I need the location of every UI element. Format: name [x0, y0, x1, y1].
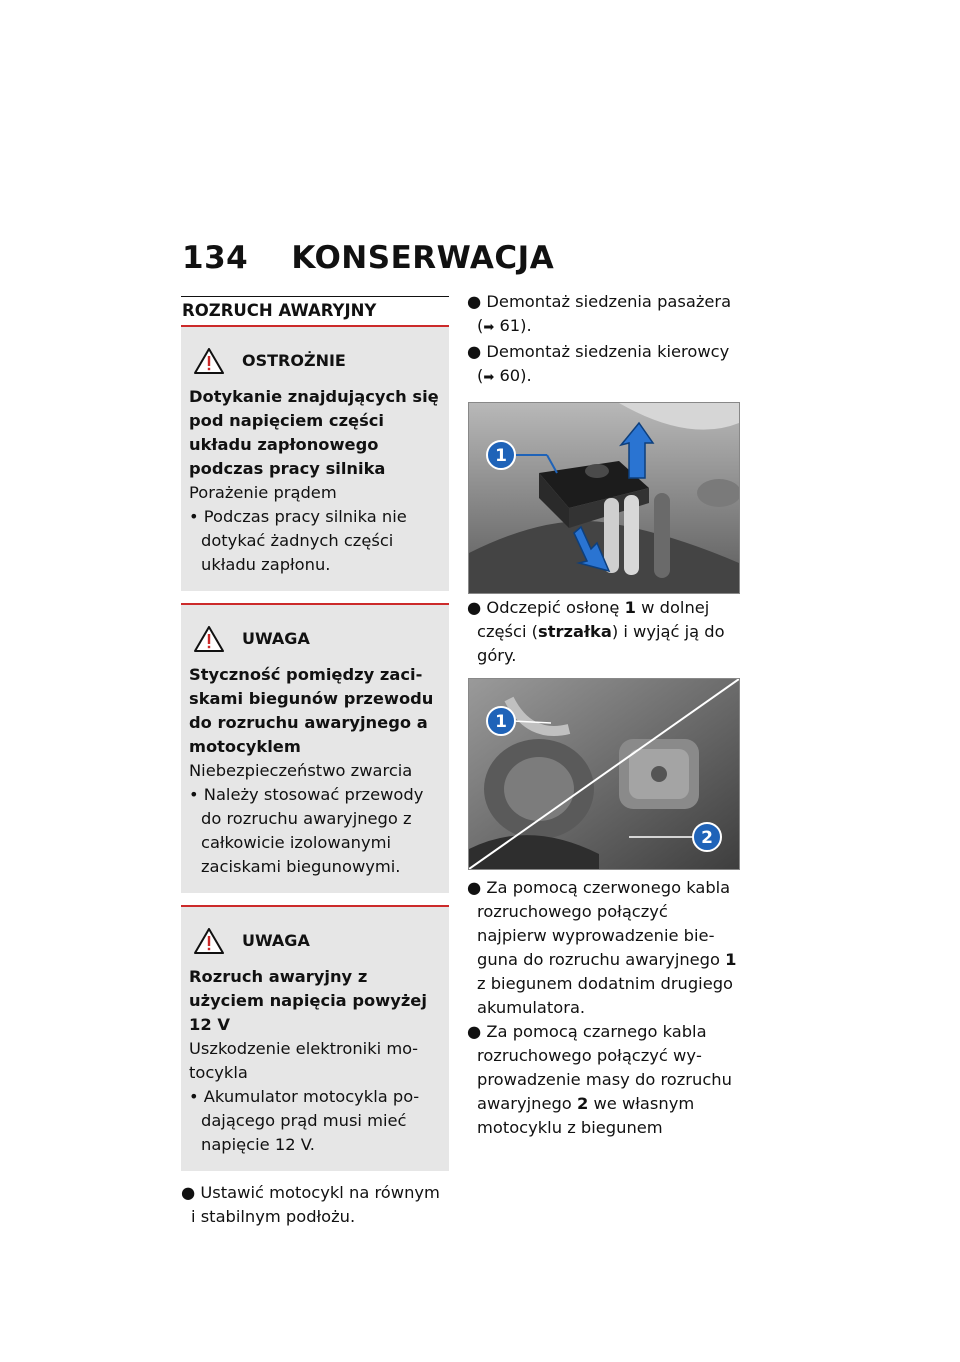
figure-jump-points: [468, 678, 740, 870]
warning-heading: Rozruch awaryjny z użyciem napięcia powyżej 12 V: [189, 967, 427, 1034]
instruction-bullet: ● Ustawić motocykl na równym i stabilnym podłożu.: [181, 1183, 440, 1226]
warning-triangle-icon: [194, 348, 224, 374]
warning-consequence: Porażenie prądem: [189, 483, 337, 502]
notice-box: [181, 603, 449, 893]
callout-2: 2: [701, 828, 713, 848]
warning-label: OSTROŻNIE: [242, 351, 346, 370]
page-ref: 60: [499, 366, 521, 385]
caution-box: [181, 325, 449, 591]
xref-arrow-icon: ➡: [483, 370, 495, 385]
figure-cover-removal: [468, 402, 740, 594]
instruction-bullet: ● Za pomocą czarnego kabla rozruchowego połączyć wyprowadzenie masy do rozruchu awaryjnego 2 we własnym motocyklu z biegunem: [467, 1022, 732, 1137]
instruction-bullet: ● Odczepić osłonę 1 w dolnej części (strzałka) i wyjąć ją do góry.: [467, 598, 725, 665]
page-number: 134: [182, 240, 249, 276]
warning-action: • Podczas pracy silnika nie dotykać żadnych części układu zapłonu.: [189, 507, 407, 574]
warning-heading: Dotykanie znajdujących się pod napięciem części układu zapłonowego podczas pracy silnika: [189, 387, 439, 478]
warning-consequence: Niebezpieczeństwo zwarcia: [189, 761, 413, 780]
warning-label: UWAGA: [242, 629, 310, 648]
callout-1: 1: [495, 712, 507, 732]
right-column: [467, 290, 739, 1140]
page-ref: 61: [499, 316, 521, 335]
warning-triangle-icon: [194, 626, 224, 652]
photo-ignition-cover: [469, 403, 739, 593]
photo-engine-jump-points: [469, 679, 739, 869]
warning-consequence: Uszkodzenie elektroniki motocykla: [189, 1039, 419, 1082]
xref-arrow-icon: ➡: [483, 320, 495, 335]
callout-1: 1: [495, 446, 507, 466]
section-title: ROZRUCH AWARYJNY: [181, 296, 449, 325]
warning-label: UWAGA: [242, 931, 310, 950]
left-column: [181, 296, 449, 1229]
warning-action: • Akumulator motocykla podającego prąd musi mieć napięcie 12 V.: [189, 1087, 420, 1154]
instruction-bullet: ● Demontaż siedzenia pasażera (➡ 61).: [467, 292, 732, 335]
warning-triangle-icon: [194, 928, 224, 954]
notice-box: [181, 905, 449, 1171]
warning-action: • Należy stosować przewody do rozruchu awaryjnego z całkowicie izolowanymi zaciskami biegunowymi.: [189, 785, 424, 876]
warning-heading: Styczność pomiędzy zaciskami biegunów przewodu do rozruchu awaryjnego a motocyklem: [189, 665, 434, 756]
instruction-bullet: ● Za pomocą czerwonego kabla rozruchowego połączyć najpierw wyprowadzenie bieguna do rozruchu awaryjnego 1 z biegunem dodatnim drugiego akumulatora.: [467, 878, 737, 1017]
instruction-bullet: ● Demontaż siedzenia kierowcy (➡ 60).: [467, 342, 730, 385]
chapter-title: KONSERWACJA: [291, 240, 555, 276]
page-header: [182, 240, 554, 276]
